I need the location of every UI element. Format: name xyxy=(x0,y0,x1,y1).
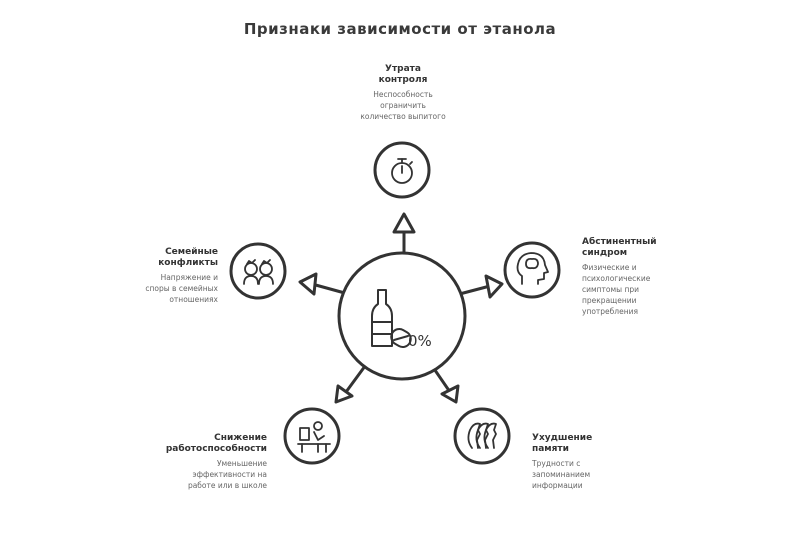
node-title: Утрата контроля xyxy=(378,64,428,85)
node-title: Семейные конфликты xyxy=(158,247,218,268)
percent-label: 0% xyxy=(408,332,432,350)
node-memory xyxy=(532,433,642,491)
arrowhead-control xyxy=(394,214,414,232)
node-circle-family xyxy=(231,244,285,298)
node-description: Напряжение и споры в семейных отношениях xyxy=(145,273,218,304)
arrowhead-withdrawal xyxy=(486,276,502,297)
arrowhead-family xyxy=(300,274,316,294)
diagram-title: Признаки зависимости от этанола xyxy=(243,20,557,38)
node-title: Снижение работоспособности xyxy=(165,433,267,454)
node-title: Ухудшение памяти xyxy=(532,433,593,454)
node-circle-work xyxy=(285,409,339,463)
center-circle xyxy=(339,253,465,379)
node-title: Абстинентный синдром xyxy=(582,237,657,258)
node-family xyxy=(110,247,218,305)
arrowhead-memory xyxy=(442,386,458,402)
node-description: Трудности с запоминанием информации xyxy=(532,459,591,490)
node-description: Уменьшение эффективности на работе или в школе xyxy=(187,459,267,490)
node-description: Физические и психологические симптомы при прекращении употребления xyxy=(582,263,651,316)
node-description: Неспособность ограничить количество выпитого xyxy=(360,90,446,121)
node-withdrawal xyxy=(582,237,692,317)
node-circle-memory xyxy=(455,409,509,463)
node-work xyxy=(140,433,267,491)
node-control xyxy=(345,64,461,122)
node-circle-withdrawal xyxy=(505,243,559,297)
